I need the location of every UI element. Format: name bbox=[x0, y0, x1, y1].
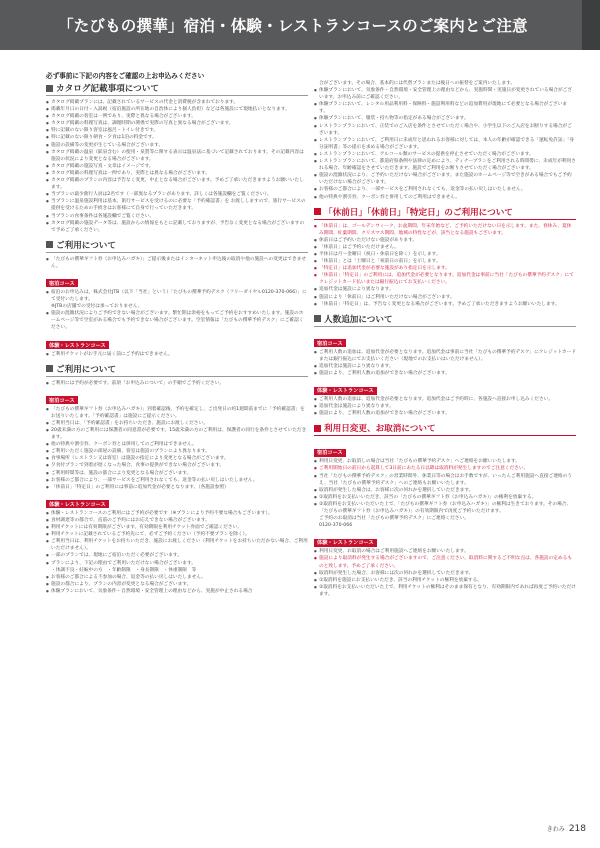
list-item: ● 体験プランにおいて、服装・持ち物等の指定がある場合がございます。 bbox=[314, 115, 576, 122]
list-item: ● ②取消料をお支払いいただいた上で、利用チケットの権利はそのまま保有となり、有効期限内であれば再度ご予約いただけます。 bbox=[314, 584, 576, 598]
list-item: ● 施設の都合により、プランの内容が変更となる場合がございます。 bbox=[46, 581, 308, 588]
course-label: 体験・レストランコース bbox=[314, 387, 377, 395]
list-item: ● 体験・レストランコースのご利用にはご予約が必要です（※プランにより予約不要な場合もございます）。 bbox=[46, 510, 308, 517]
section bbox=[314, 313, 576, 418]
list-item: ● カタログ掲載の温泉（鉱泉含む）の使用・泉質等に関する表示は温泉法に基づいて記載されております。その記載内容は施設の状況により変更となる場合がございます。 bbox=[46, 149, 308, 163]
list-item: ● 当プランの最少催行人員は2名です（一部異なるプランがあります。詳しくは各施設欄をご覧ください）。 bbox=[46, 191, 308, 198]
section-heading bbox=[46, 363, 308, 377]
list-item: ● お客様のご都合により、一部サービスをご利用されなくても、返金等の払い戻しはいたしません。 bbox=[314, 186, 576, 193]
section bbox=[46, 82, 308, 234]
list-item: ● 「休前日」はご予約いただけません。 bbox=[314, 244, 576, 251]
list-item: ● 利用チケットには有効期限がございます。有効期限を利用チケット券面でご確認ください。 bbox=[46, 524, 308, 531]
list-item: ● ご利用チケットがお手元に届く前にご予約はできません。 bbox=[46, 351, 308, 358]
section bbox=[314, 80, 576, 201]
list-item: ● ご利用当日は、利用チケットをお持ちいただき、施設にお渡しください（利用チケットをお持ちいただかない場合、ご利用いただけません）。 bbox=[46, 538, 308, 552]
list-item: ● ご利用時間等は、施設の都合により変更となる場合がございます。 bbox=[46, 470, 308, 477]
course-label: 宿泊コース bbox=[46, 279, 78, 287]
section-square-icon bbox=[46, 85, 53, 92]
section-square-icon bbox=[314, 425, 321, 432]
list-item: ● ご利用当日は、「予約確認書」をお持ちいただき、施設にお渡しください。 bbox=[46, 420, 308, 427]
section-title: 利用日変更、お取消について bbox=[324, 424, 436, 435]
list-item: 0120-370-066 bbox=[319, 523, 353, 529]
list-item: ご予約のお取消は当社「たびもの撰華予約デスク」にご連絡ください。 bbox=[319, 516, 469, 522]
list-item: ● カタログ掲載プランには、記載されているサービスの代金と消費税が含まれております。 bbox=[46, 99, 308, 106]
list-item: ● 施設により、ご利用人数の追加ができない場合がございます。 bbox=[314, 370, 576, 377]
list-item: ● カタログ掲載の施設写真・文章はイメージです。 bbox=[46, 163, 308, 170]
page-number: 218 bbox=[568, 824, 586, 834]
list-item: ● 施設により「休前日」はご利用いただけない場合がございます。 bbox=[314, 294, 576, 301]
list-item: ● ご利用には予約が必要です。前項「お申込みについて」の手順でご予約ください。 bbox=[46, 380, 308, 387]
list-item: ● 宿泊のお申込みは、株式会社JTB（以下「当社」という）「たびもの撰華予約デスク（フリーダイヤル0120-370-066）」にて受付いたします。 bbox=[46, 289, 308, 303]
list-item: ● 一部のプランでは、現地にご宿泊いただく必要がございます。 bbox=[46, 552, 308, 559]
section-heading bbox=[46, 239, 308, 253]
header-bar bbox=[0, 0, 600, 50]
list-item: ● プランにより、下記の理由でご利用いただけない場合がございます。 bbox=[46, 560, 308, 567]
list-item: ● 休前日はご予約いただけない施設があります。 bbox=[314, 237, 576, 244]
list-item: ● 「特定日」は追加代金が必要な施設があり指定日を示します。 bbox=[314, 265, 576, 272]
course-label: 宿泊コース bbox=[314, 339, 346, 347]
section bbox=[46, 363, 308, 595]
course-label: 体験・レストランコース bbox=[46, 341, 109, 349]
item-list bbox=[314, 349, 576, 377]
list-item: ● 追加代金は施設により異なります。 bbox=[314, 363, 576, 370]
list-item: ● 施設の混雑状況により、ご予約いただけない場合がございます。また施設のホームページ等で空きがある場合でもご予約いただけない場合がございます。 bbox=[314, 172, 576, 186]
section-heading bbox=[314, 313, 576, 327]
section bbox=[314, 422, 576, 598]
list-item: ● お客様のご都合により、一部サービスをご利用されなくても、返金等の払い戻しはいたしません。 bbox=[46, 477, 308, 484]
section-heading bbox=[314, 206, 576, 220]
list-item: ● 当プランに温泉施設利用は基本、旅行サービスを受けるのに必要な「予約確認書」を お渡ししますので、旅行サービスの提供を受けるための手続きはお客様にて自身で行っていただきます。 bbox=[46, 198, 308, 212]
page-footer bbox=[547, 824, 586, 834]
list-item: ● カタログ掲載の客室は一例であり、実際と異なる場合がございます。 bbox=[46, 113, 308, 120]
course-label: 体験・レストランコース bbox=[314, 539, 377, 547]
course-label: 宿泊コース bbox=[314, 449, 346, 457]
list-item: ● ①取消料を施設にお支払いいただき、該当の利用チケットの権利を放棄する。 bbox=[314, 577, 576, 584]
course-label: 体験・レストランコース bbox=[46, 500, 109, 508]
item-list bbox=[314, 223, 576, 308]
list-item: ● 「たびもの撰華ギフト券（お申込みハガキ）」ご提示後またはインターネット申込後の取消や他の施設への変更はできません。 bbox=[46, 256, 308, 270]
section-heading bbox=[46, 82, 308, 96]
list-item: ● 「休前日」「特定日」のご利用には、追加代金が必要となります。追加代金は事前に当社「たびもの撰華予約デスク」にてクレジットカード払いまたは銀行振込にてお支払いください。 bbox=[314, 272, 576, 286]
list-item: ● 他の特典や割引券、クーポン券と併用してのご利用はできません。 bbox=[314, 194, 576, 201]
item-list bbox=[314, 80, 576, 201]
section-title: カタログ記載事項について bbox=[56, 84, 159, 94]
list-item: ● 利用日変更、お取消しの場合は当社「たびもの撰華予約デスク」へご連絡をお願いいたします。 bbox=[314, 458, 576, 465]
list-item: ● レストランプランにおいて、正装でのご入店を条件とさせていただく場合や、小学生以下のご入店をお断りする場合がございます。 bbox=[314, 123, 576, 137]
list-item: ● 施設の混雑状況によりご予約できない場合がございます。繁忙期は余裕をもってご予約をおすすめいたします。施設のホームページ等で空室がある場合でも予約できない場合がございます。空室情報は「たびもの撰華予約デスク」にご確認ください。 bbox=[46, 310, 308, 331]
list-item: ● ②取消料をお支払いいただいた上で、「たびもの撰華ギフト券（お申込みハガキ）」の権利は生きております。その場合、「たびもの撰華ギフト券（お申込みハガキ）」の有効期限内で再度ご予約いただけます。 bbox=[314, 501, 576, 515]
list-item: ※JTBの店舗での受付は承っておりません。 bbox=[51, 304, 143, 310]
item-list bbox=[46, 510, 308, 595]
list-item: ● ご利用人数の追加は、追加代金が必要となります。追加代金は事前に当社「たびもの撰華予約デスク」にクレジットカードまたは銀行振込にてお支払いください（現地でのお支払いはいただけません）。 bbox=[314, 349, 576, 363]
list-item: ● お客様のご都合による不参加の場合、返金等の払い戻しはいたしません。 bbox=[46, 574, 308, 581]
list-item: ● 他の特典や割引券、クーポン券とは併用してのご利用はできません。 bbox=[46, 441, 308, 448]
list-item: ● 特に記載のない限り朝食・夕食は1泊の料金です。 bbox=[46, 134, 308, 141]
list-item: ● カタログ掲載の料理写真は、調理時期の関係で実際の写真と異なる場合がございます。 bbox=[46, 120, 308, 127]
item-list bbox=[314, 458, 576, 529]
item-list bbox=[46, 406, 308, 491]
list-item: ・体調不良・妊娠中の方 ・年齢制限 ・身長制限 ・体重制限 等 bbox=[51, 567, 197, 573]
list-item: ● 当プランの食事条件は各施設欄でご覧ください。 bbox=[46, 213, 308, 220]
item-list bbox=[46, 256, 308, 270]
section-title: ご利用について bbox=[56, 364, 116, 375]
list-item: ● 追加代金は施設により異なります。 bbox=[314, 286, 576, 293]
notice-text: 必ず事前に下記の内容をご確認の上お申込みください bbox=[46, 72, 205, 80]
list-item: ● 20歳未満の方のご利用には保護者の同意書が必要です。15歳未満の方のご利用は、保護者の同行を条件とさせていただきます。 bbox=[46, 427, 308, 441]
list-item: ● 平休日は月～金曜日（祝日・休前日を除く）を示します。 bbox=[314, 251, 576, 258]
list-item: ● 施設の設備等の変更が生じている場合がございます。 bbox=[46, 142, 308, 149]
list-item: ● 体験プランにおいて、気象条件・自然環境・安全管理上の理由などから、実施が中止される場合 bbox=[46, 588, 308, 595]
list-item: ● カタログ掲載の料理写真は一例であり、実際とは異なる場合がございます。 bbox=[46, 170, 308, 177]
section-square-icon bbox=[46, 241, 53, 248]
section-square-icon bbox=[314, 315, 321, 322]
item-list bbox=[46, 380, 308, 387]
list-item: ● 夕食付プランで到着が遅くなった場合、食事の提供ができない場合がございます。 bbox=[46, 462, 308, 469]
list-item: ● カタログ掲載の施設データ等は、施設からの情報をもとに記載しておりますが、予告なく変更となる場合がございますので予めご了承ください。 bbox=[46, 220, 308, 234]
item-list bbox=[46, 99, 308, 234]
right-column bbox=[314, 80, 576, 828]
list-item: ● 「休前日」「特定日」は、予告なく変更となる場合がございます。予めご了承いただきますようお願いいたします。 bbox=[314, 301, 576, 308]
item-list bbox=[46, 289, 308, 332]
list-item: ● 食材調達等の都合で、直前のご予約にはお応えできない場合がございます。 bbox=[46, 517, 308, 524]
section-title: 「休前日」「休前日」「特定日」のご利用について bbox=[324, 207, 513, 218]
section-heading bbox=[314, 422, 576, 436]
list-item: ● 特に記載のない限り客室は風呂・トイレ付きです。 bbox=[46, 127, 308, 134]
footer-brand: きわみ bbox=[546, 826, 565, 833]
item-list bbox=[46, 351, 308, 358]
section-title: 人数追加について bbox=[324, 314, 393, 325]
item-list bbox=[314, 548, 576, 598]
list-item: ● 取消料が発生した場合、お客様には次の何れかを選択していただきます。 bbox=[314, 570, 576, 577]
section-square-icon bbox=[46, 365, 53, 372]
list-item: ● 追加代金は施設により異なります。 bbox=[314, 403, 576, 410]
header-tab bbox=[582, 0, 600, 50]
list-item: ● ご利用人数の追加は、追加代金が必要となります。追加代金はご予約時に、各施設へ直接お申し込みください。 bbox=[314, 396, 576, 403]
course-label: 宿泊コース bbox=[46, 396, 78, 404]
page-title: 「たびもの撰華」宿泊・体験・レストランコースのご案内とご注意 bbox=[58, 17, 528, 35]
left-column bbox=[46, 80, 308, 828]
list-item: ● 「休前日」とは「土曜日と「祝前日の前日」を示します。 bbox=[314, 258, 576, 265]
list-item: ● レストランプランにおいて、都道府県条例や法律の定めにより、ディナープランをご利用される時間帯に、未成年が利用される場合、年齢確認をさせていただきます。施設でご利用をお断りさせていただく場合がございます。 bbox=[314, 158, 576, 172]
list-item: ● 施設により取消料が発生する場合がございますので、ご注意ください。取消料に関するご不明な点は、各施設の定めるものと致します。予めご了承ください。 bbox=[314, 555, 576, 569]
item-list bbox=[314, 396, 576, 417]
list-item: ● 利用日変更、お取消の場合はご利用施設へご連絡をお願いいたします。 bbox=[314, 548, 576, 555]
section-square-icon bbox=[314, 208, 321, 215]
section bbox=[314, 206, 576, 308]
list-item: ● 利用チケットに記載されているご予約先にて、必ずご予約ください（予約不要プランを除く）。 bbox=[46, 531, 308, 538]
list-item: ● 体験プランにおいて、レンタル用品利用料・保険料・施設利用料などの追加費用が現地にて必要となる場合がございます。 bbox=[314, 101, 576, 115]
list-item: ● ご利用開始日の前日から起算して3日前にあたる日以降は取消料が発生しますのでご注意ください。 bbox=[314, 465, 576, 472]
list-item: ● 「休前日」は、ゴールデンウィーク、お盆期間、年末年始など、ご予約いただけない日を示します。また、春休み、夏休み期間、紅葉期間、クリスマス期間、地域の特性などが、該当となる施設もございます。 bbox=[314, 223, 576, 237]
section-title: ご利用について bbox=[56, 240, 116, 251]
list-item: ● ご利用いただく施設の部屋の設備、客室は施設のプランにより異なります。 bbox=[46, 448, 308, 455]
list-item: ● レストランプランにおいて、アルコール類のサービスの提供を停止させていただく場合がございます。 bbox=[314, 151, 576, 158]
list-item: ● 食事場所（レストラン又は客室）は施設の指定により変更となる場合がございます。 bbox=[46, 455, 308, 462]
list-item: ● 当社「たびもの撰華予約デスク」の営業時間外、休業日等の場合はお手数ですが、いったんご利用施設へ直接ご連絡のうえ、当社「たびもの撰華予約デスク」へのご連絡もお願いいたします。 bbox=[314, 473, 576, 487]
list-item: ● 「たびもの撰華ギフト券（お申込みハガキ）」到着確認後、予約を確定し、ご出発日の約1週間前までに「予約確認書」をお送りいたします。「予約確認書」は施設にご提示ください。 bbox=[46, 406, 308, 420]
list-item: ● 「休前日」「特定日」のご利用には事前に追加代金が必要となります。（各施設参照） bbox=[46, 484, 308, 491]
list-item: ● ①取消料をお支払いいただき、該当の「たびもの撰華ギフト券（お申込みハガキ）」の権利を放棄する。 bbox=[314, 494, 576, 501]
list-item: 合がございます。その場合、基本的には代替プランまたは後日への振替をご案内いたします。 bbox=[319, 81, 516, 86]
section bbox=[46, 239, 308, 358]
list-item: ● レストランプランにおいて、ご利用日に未成年と思われるお客様に対しては、本人の年齢が確認できる「運転免許証」「身分証明書」等の提示を求める場合がございます。 bbox=[314, 137, 576, 151]
list-item: ● 体験プランにおいて、気象条件・自然環境・安全管理上の理由などから、実施時間・実施日が変更されている場合がございます。お申込み前にご確認ください。 bbox=[314, 87, 576, 101]
list-item: ● 掲載年月日の日付・入湯税（宿泊施設の所在地の自治体により個人負担）などは各施設にて現地払いとなります。 bbox=[46, 106, 308, 113]
list-item: ● 取消料が発生した場合は、お客様に次の何れかを選択していただきます。 bbox=[314, 487, 576, 494]
list-item: ● 施設により、ご利用人数の追加ができない場合がございます。 bbox=[314, 410, 576, 417]
list-item: ● カタログ掲載のプランの内容は予告なく変更、中止となる場合がございます。予めご了承いただきますようお願いいたします。 bbox=[46, 177, 308, 191]
